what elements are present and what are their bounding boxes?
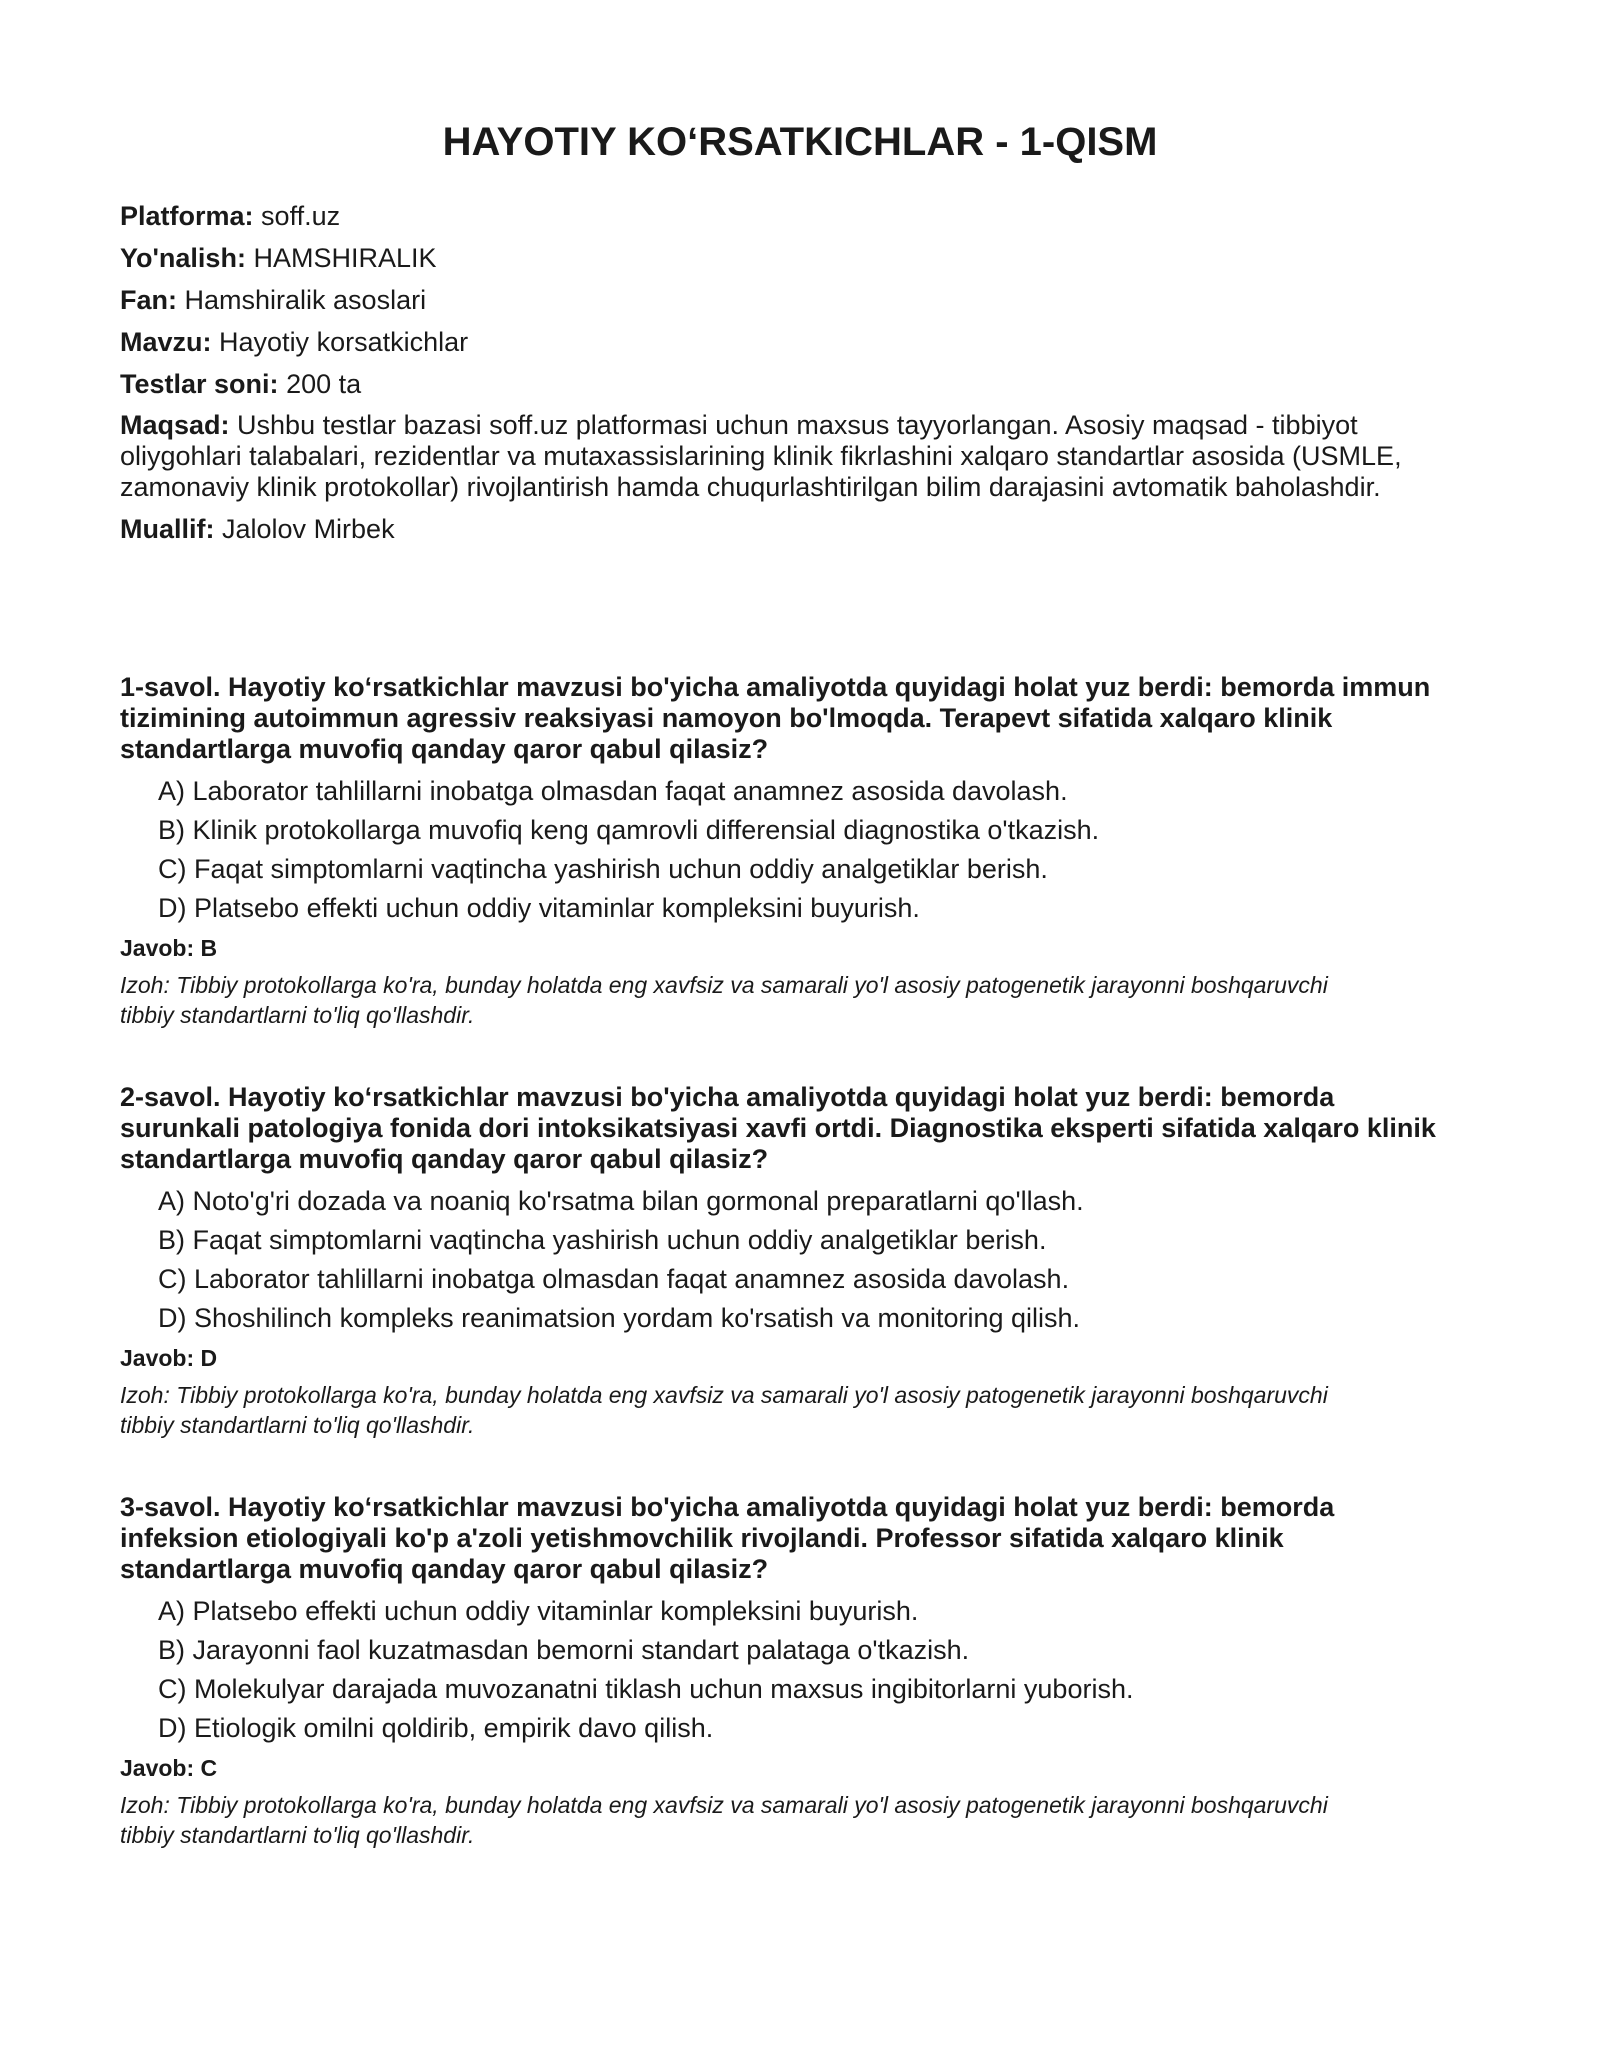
answer-key: Javob: C	[120, 1755, 218, 1781]
meta-label: Fan:	[120, 285, 177, 315]
meta-label: Platforma:	[120, 201, 254, 231]
explanation: Izoh: Tibbiy protokollarga ko'ra, bunday holatda eng xavfsiz va samarali yo'l asosiy patogenetik jarayonni boshqaruvchi tibbiy standartlarni to'liq qo'llashdir.	[120, 972, 1328, 1028]
option-c: C) Molekulyar darajada muvozanatni tiklash uchun maxsus ingibitorlarni yuborish.	[158, 1674, 1134, 1704]
meta-value: HAMSHIRALIK	[253, 243, 437, 273]
meta-value: Hamshiralik asoslari	[184, 285, 427, 315]
meta-label: Testlar soni:	[120, 369, 279, 399]
meta-maqsad	[120, 410, 1460, 503]
meta-label: Maqsad:	[120, 410, 230, 440]
meta-label: Mavzu:	[120, 327, 212, 357]
meta-muallif	[120, 513, 1460, 545]
option-b: B) Klinik protokollarga muvofiq keng qamrovli differensial diagnostika o'tkazish.	[158, 815, 1100, 845]
meta-testlar-soni	[120, 368, 1460, 400]
option-a: A) Noto'g'ri dozada va noaniq ko'rsatma bilan gormonal preparatlarni qo'llash.	[158, 1186, 1084, 1216]
answer-options	[120, 1185, 1460, 1334]
meta-value: Ushbu testlar bazasi soff.uz platformasi uchun maxsus tayyorlangan. Asosiy maqsad - tibbiyot oliygohlari talabalari, rezidentlar va mutaxassislarining klinik fikrlashini xalqaro standartlar asosida (USMLE, zamonaviy klinik protokollar) rivojlantirish hamda chuqurlashtirilgan bilim darajasini avtomatik baholashdir.	[120, 410, 1402, 502]
option-c: C) Faqat simptomlarni vaqtincha yashirish uchun oddiy analgetiklar berish.	[158, 854, 1048, 884]
meta-value: soff.uz	[261, 201, 341, 231]
meta-platforma	[120, 200, 1460, 232]
question-text: 1-savol. Hayotiy ko‘rsatkichlar mavzusi bo'yicha amaliyotda quyidagi holat yuz berdi: bemorda immun tizimining autoimmun agressiv reaksiyasi namoyon bo'lmoqda. Terapevt sifatida xalqaro klinik standartlarga muvofiq qanday qaror qabul qilasiz?	[120, 672, 1431, 764]
option-a: A) Platsebo effekti uchun oddiy vitaminlar kompleksini buyurish.	[158, 1596, 919, 1626]
question-text: 3-savol. Hayotiy ko‘rsatkichlar mavzusi bo'yicha amaliyotda quyidagi holat yuz berdi: bemorda infeksion etiologiyali ko'p a'zoli yetishmovchilik rivojlandi. Professor sifatida xalqaro klinik standartlarga muvofiq qanday qaror qabul qilasiz?	[120, 1492, 1335, 1584]
option-d: D) Platsebo effekti uchun oddiy vitaminlar kompleksini buyurish.	[158, 893, 920, 923]
question-1	[120, 672, 1460, 1030]
explanation: Izoh: Tibbiy protokollarga ko'ra, bunday holatda eng xavfsiz va samarali yo'l asosiy patogenetik jarayonni boshqaruvchi tibbiy standartlarni to'liq qo'llashdir.	[120, 1382, 1328, 1438]
meta-label: Yo'nalish:	[120, 243, 246, 273]
answer-key: Javob: B	[120, 935, 218, 961]
option-b: B) Faqat simptomlarni vaqtincha yashirish uchun oddiy analgetiklar berish.	[158, 1225, 1047, 1255]
document-metadata	[120, 200, 1460, 555]
meta-label: Muallif:	[120, 514, 215, 544]
option-b: B) Jarayonni faol kuzatmasdan bemorni standart palataga o'tkazish.	[158, 1635, 970, 1665]
meta-value: Jalolov Mirbek	[222, 514, 395, 544]
answer-options	[120, 775, 1460, 924]
meta-value: 200 ta	[286, 369, 362, 399]
meta-fan	[120, 284, 1460, 316]
question-text: 2-savol. Hayotiy ko‘rsatkichlar mavzusi bo'yicha amaliyotda quyidagi holat yuz berdi: bemorda surunkali patologiya fonida dori intoksikatsiyasi xavfi ortdi. Diagnostika eksperti sifatida xalqaro klinik standartlarga muvofiq qanday qaror qabul qilasiz?	[120, 1082, 1436, 1174]
question-3	[120, 1492, 1460, 1850]
option-a: A) Laborator tahlillarni inobatga olmasdan faqat anamnez asosida davolash.	[158, 776, 1068, 806]
meta-value: Hayotiy korsatkichlar	[219, 327, 469, 357]
meta-yonalish	[120, 242, 1460, 274]
answer-options	[120, 1595, 1460, 1744]
option-d: D) Etiologik omilni qoldirib, empirik davo qilish.	[158, 1713, 714, 1743]
document-title: HAYOTIY KO‘RSATKICHLAR - 1-QISM	[442, 120, 1158, 164]
option-c: C) Laborator tahlillarni inobatga olmasdan faqat anamnez asosida davolash.	[158, 1264, 1070, 1294]
explanation: Izoh: Tibbiy protokollarga ko'ra, bunday holatda eng xavfsiz va samarali yo'l asosiy patogenetik jarayonni boshqaruvchi tibbiy standartlarni to'liq qo'llashdir.	[120, 1792, 1328, 1848]
answer-key: Javob: D	[120, 1345, 218, 1371]
option-d: D) Shoshilinch kompleks reanimatsion yordam ko'rsatish va monitoring qilish.	[158, 1303, 1081, 1333]
question-2	[120, 1082, 1460, 1440]
meta-mavzu	[120, 326, 1460, 358]
